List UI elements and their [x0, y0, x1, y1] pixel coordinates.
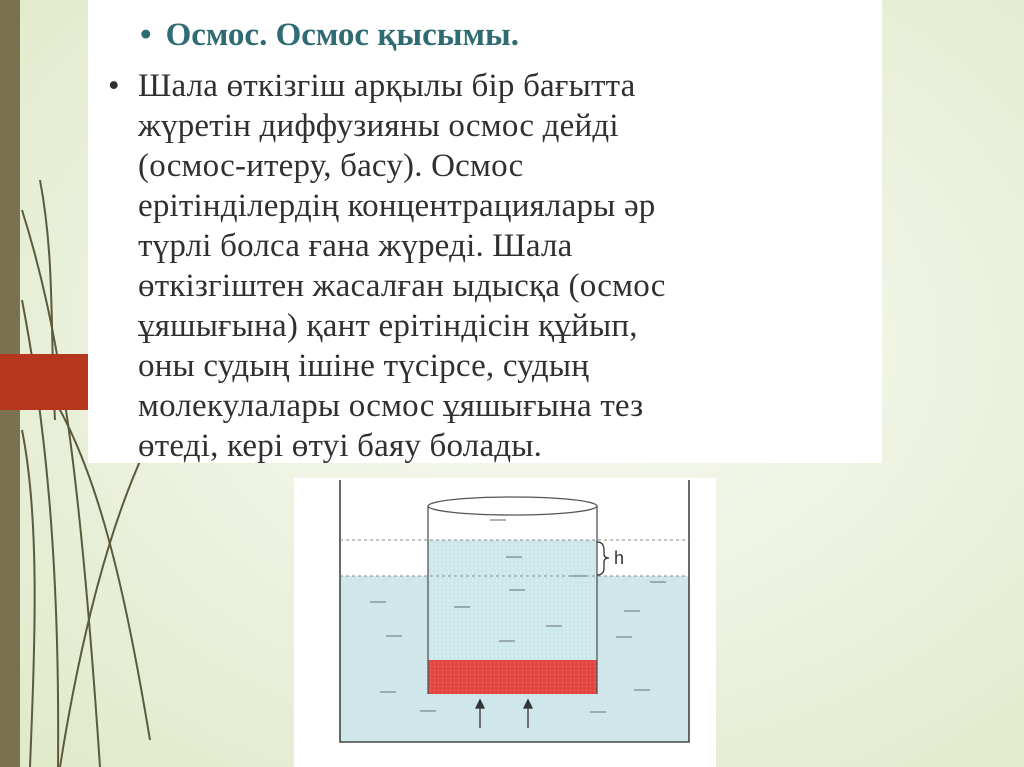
height-label: h — [614, 548, 625, 568]
body-line: молекулалары осмос ұяшығына тез — [138, 388, 644, 424]
semipermeable-membrane — [428, 660, 597, 694]
osmosis-diagram — [294, 478, 716, 767]
osmotic-cell-solution — [428, 540, 597, 660]
accent-tab — [0, 354, 88, 410]
body-line: өткізгіштен жасалған ыдысқа (осмос — [138, 268, 666, 304]
osmosis-diagram-svg — [294, 478, 716, 767]
slide-title-text: Осмос. Осмос қысымы. — [165, 17, 520, 53]
body-line: жүретін диффузияны осмос дейді — [138, 108, 619, 144]
body-line: өтеді, кері өтуі баяу болады. — [138, 428, 543, 464]
bullet: • — [108, 68, 120, 104]
body-line: ұяшығына) қант ерітіндісін құйып, — [138, 308, 638, 344]
body-line: (осмос-итеру, басу). Осмос — [138, 148, 524, 184]
slide-title — [140, 17, 519, 54]
cylinder-top — [428, 497, 597, 515]
body-line: оны судың ішіне түсірсе, судың — [138, 348, 590, 384]
body-line: ерітінділердің концентрациялары әр — [138, 188, 656, 224]
body-paragraph — [108, 66, 868, 466]
bullet: • — [140, 17, 152, 53]
body-line: Шала өткізгіш арқылы бір бағытта — [138, 68, 636, 104]
body-line: түрлі болса ғана жүреді. Шала — [138, 228, 573, 264]
height-brace — [597, 542, 609, 575]
